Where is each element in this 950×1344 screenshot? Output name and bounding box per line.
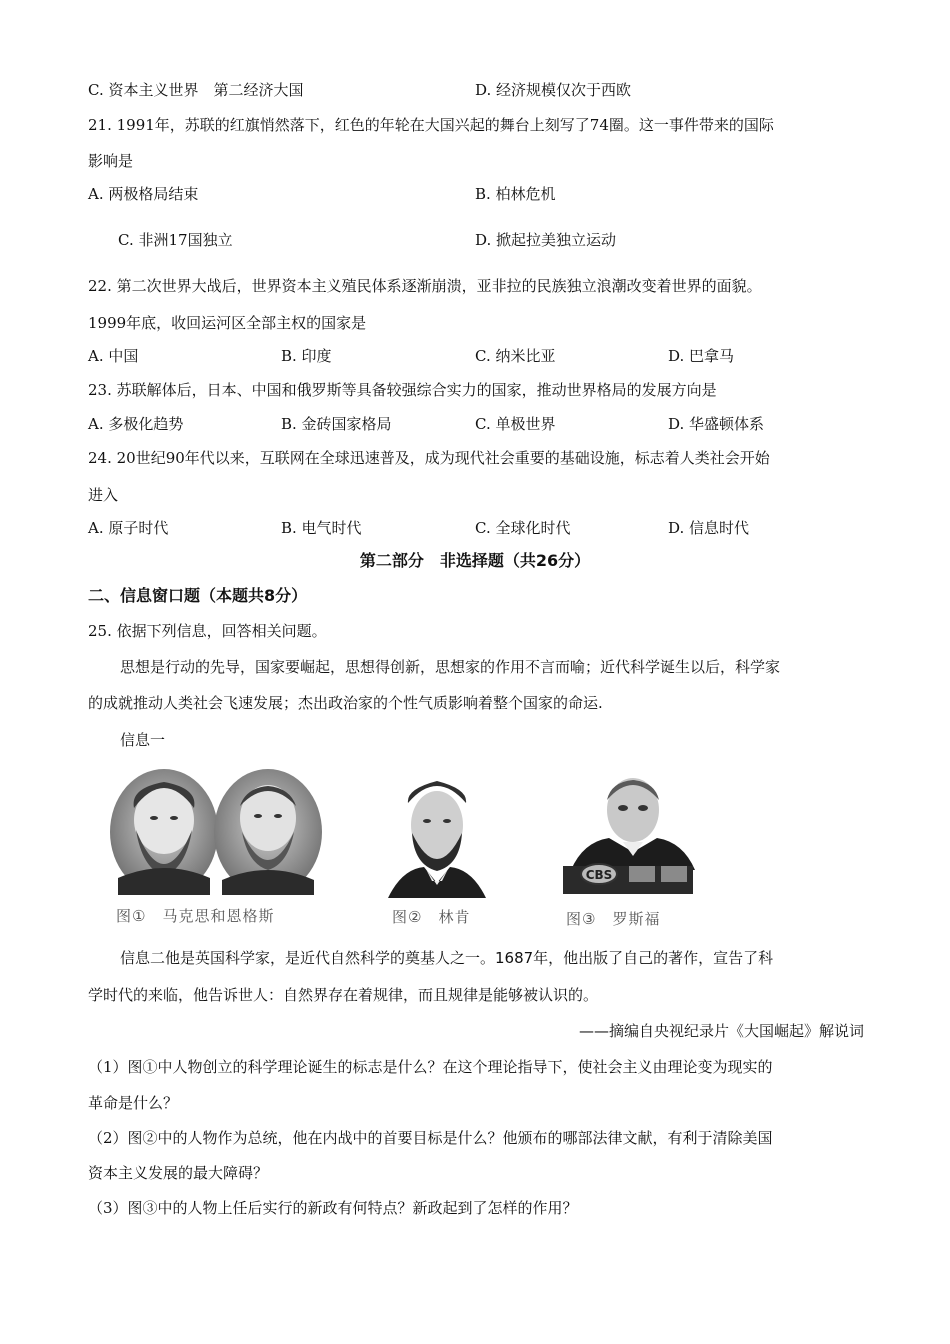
q24-option-a: A. 原子时代 (88, 519, 169, 537)
q24-stem-line2: 进入 (88, 486, 119, 504)
q21-option-c: C. 非洲17国独立 (118, 231, 233, 249)
sub-question-2-line1: （2）图②中的人物作为总统，他在内战中的首要目标是什么？他颁布的哪部法律文献，有利于清除美国 (88, 1129, 773, 1147)
q21-option-a: A. 两极格局结束 (88, 185, 199, 203)
sub-question-1-line1: （1）图①中人物创立的科学理论诞生的标志是什么？在这个理论指导下，使社会主义由理论变为现实的 (88, 1058, 773, 1076)
q22-option-c: C. 纳米比亚 (475, 347, 556, 365)
q23-option-b: B. 金砖国家格局 (281, 415, 392, 433)
q23-option-c: C. 单极世界 (475, 415, 556, 433)
source-citation: ——摘编自央视纪录片《大国崛起》解说词 (578, 1022, 864, 1040)
sub-question-2-line2: 资本主义发展的最大障碍？ (88, 1164, 269, 1182)
q22-stem-line1: 22. 第二次世界大战后，世界资本主义殖民体系逐渐崩溃，亚非拉的民族独立浪潮改变着世界的面貌。 (88, 277, 762, 295)
q25-intro-line1: 思想是行动的先导，国家要崛起，思想得创新，思想家的作用不言而喻；近代科学诞生以后，科学家 (120, 658, 781, 676)
q25-stem: 25. 依据下列信息，回答相关问题。 (88, 622, 327, 640)
q21-stem-line1: 21. 1991年，苏联的红旗悄然落下，红色的年轮在大国兴起的舞台上刻写了74圈。这一事件带来的国际 (88, 116, 774, 134)
fig2-caption: 图② 林肯 (392, 908, 471, 926)
part2-title: 第二部分 非选择题（共26分） (359, 551, 591, 570)
q20-option-d: D. 经济规模仅次于西欧 (475, 81, 632, 99)
q22-option-b: B. 印度 (281, 347, 332, 365)
q24-option-c: C. 全球化时代 (475, 519, 571, 537)
sub-question-1-line2: 革命是什么？ (88, 1094, 179, 1112)
section2-title: 二、信息窗口题（本题共8分） (88, 586, 308, 605)
q24-option-d: D. 信息时代 (668, 519, 750, 537)
info1-label: 信息一 (120, 731, 166, 749)
sub-question-3: （3）图③中的人物上任后实行的新政有何特点？新政起到了怎样的作用？ (88, 1199, 578, 1217)
q23-option-d: D. 华盛顿体系 (668, 415, 765, 433)
q24-option-b: B. 电气时代 (281, 519, 362, 537)
lincoln-portrait (382, 773, 492, 898)
info2-line2: 学时代的来临，他告诉世人：自然界存在着规律，而且规律是能够被认识的。 (88, 986, 599, 1004)
q21-option-d: D. 掀起拉美独立运动 (475, 231, 617, 249)
roosevelt-portrait (543, 770, 713, 898)
q21-option-b: B. 柏林危机 (475, 185, 556, 203)
q22-stem-line2: 1999年底，收回运河区全部主权的国家是 (88, 314, 367, 332)
q22-option-d: D. 巴拿马 (668, 347, 735, 365)
fig3-caption: 图③ 罗斯福 (566, 910, 661, 928)
marx-engels-portrait (106, 768, 326, 898)
q21-stem-line2: 影响是 (88, 152, 134, 170)
fig3-mic-label: CBS (585, 868, 613, 882)
q23-stem: 23. 苏联解体后，日本、中国和俄罗斯等具备较强综合实力的国家，推动世界格局的发展方向是 (88, 381, 717, 399)
q24-stem-line1: 24. 20世纪90年代以来，互联网在全球迅速普及，成为现代社会重要的基础设施，标志着人类社会开始 (88, 449, 770, 467)
q25-intro-line2: 的成就推动人类社会飞速发展；杰出政治家的个性气质影响着整个国家的命运. (88, 694, 603, 712)
q20-option-c: C. 资本主义世界 第二经济大国 (88, 81, 304, 99)
q22-option-a: A. 中国 (88, 347, 139, 365)
info2-line1: 信息二他是英国科学家，是近代自然科学的奠基人之一。1687年，他出版了自己的著作，宣告了科 (120, 949, 774, 967)
q23-option-a: A. 多极化趋势 (88, 415, 184, 433)
fig1-caption: 图① 马克思和恩格斯 (116, 907, 275, 925)
